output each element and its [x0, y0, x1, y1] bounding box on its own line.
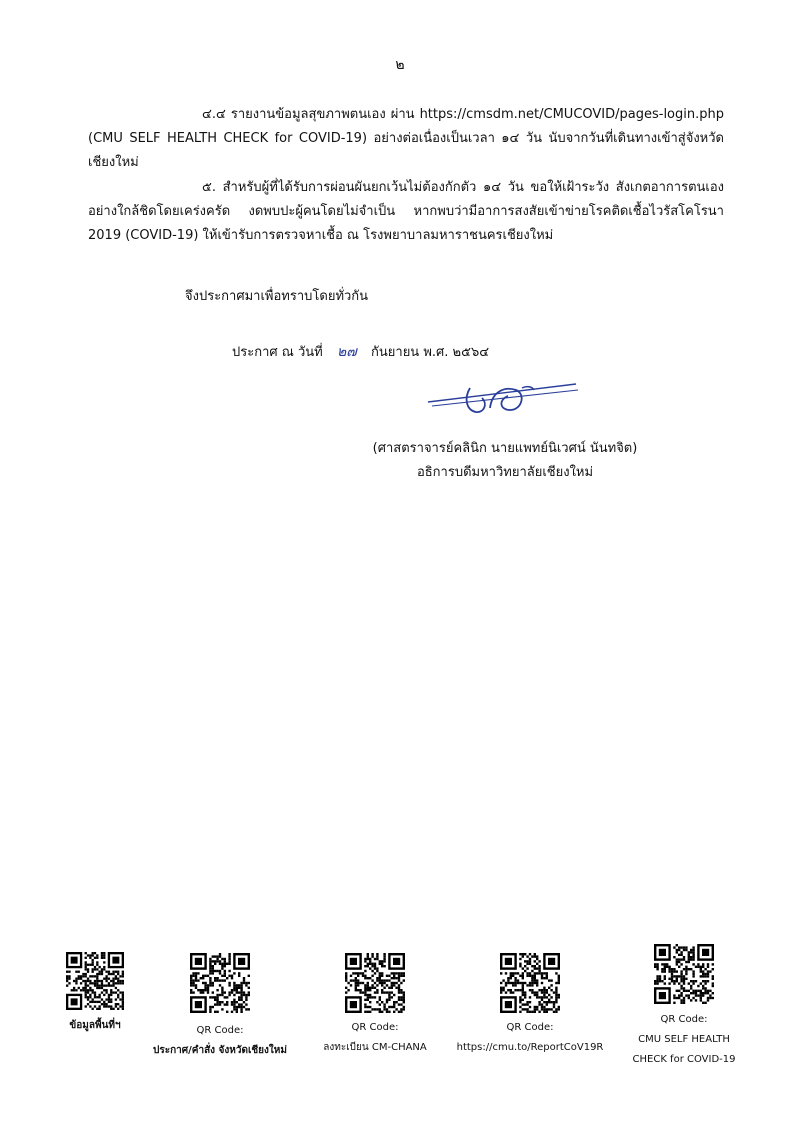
qr-block-area-info	[50, 952, 140, 1036]
qr-code-icon[interactable]	[654, 944, 714, 1004]
qr-caption-line: ข้อมูลพื้นที่ฯ	[69, 1020, 121, 1031]
qr-caption-line: https://cmu.to/ReportCoV19R	[456, 1042, 604, 1053]
page-number: ๒	[395, 57, 405, 73]
qr-code-icon[interactable]	[345, 953, 405, 1013]
announcement-prefix: ประกาศ ณ วันที่	[232, 345, 323, 360]
qr-caption-line: QR Code:	[660, 1014, 708, 1025]
qr-code-icon[interactable]	[190, 953, 250, 1013]
qr-block-report-cov19	[450, 953, 610, 1058]
qr-caption-line: QR Code:	[506, 1022, 554, 1033]
signer-title: อธิการบดีมหาวิทยาลัยเชียงใหม่	[416, 465, 594, 480]
qr-block-cmu-self-health-check	[620, 944, 748, 1070]
qr-caption-line: QR Code:	[351, 1022, 399, 1033]
signature-image	[422, 372, 582, 416]
announcement-month-year: กันยายน พ.ศ. ๒๕๖๔	[371, 345, 490, 360]
signer-name: (ศาสตราจารย์คลินิก นายแพทย์นิเวศน์ นันทจิต)	[372, 441, 638, 456]
qr-block-cm-chana	[315, 953, 435, 1058]
qr-caption-line: ประกาศ/คำสั่ง จังหวัดเชียงใหม่	[153, 1045, 287, 1056]
qr-code-icon[interactable]	[66, 952, 124, 1010]
qr-code-icon[interactable]	[500, 953, 560, 1013]
qr-block-province-announcements	[130, 953, 310, 1061]
qr-caption-line: QR Code:	[196, 1025, 244, 1036]
qr-caption-line: CMU SELF HEALTH	[638, 1034, 730, 1045]
announcement-date-line	[232, 341, 489, 363]
closing-statement: จึงประกาศมาเพื่อทราบโดยทั่วกัน	[185, 289, 369, 304]
qr-caption-line: ลงทะเบียน CM-CHANA	[323, 1042, 427, 1053]
handwritten-day: ๒๗	[336, 344, 357, 360]
qr-caption-line: CHECK for COVID-19	[632, 1054, 736, 1065]
paragraph-item-5: ๕. สำหรับผู้ที่ได้รับการผ่อนผันยกเว้นไม่ต้องกักตัว ๑๔ วัน ขอให้เฝ้าระวัง สังเกตอาการตนเองอย่างใกล้ชิดโดยเคร่งครัด งดพบปะผู้คนโดยไม่จำเป็น หากพบว่ามีอาการสงสัยเข้าข่ายโรคติดเชื้อไวรัสโคโรนา 2019 (COVID-19) ให้เข้ารับการตรวจหาเชื้อ ณ โรงพยาบาลมหาราชนครเชียงใหม่	[88, 180, 725, 243]
paragraph-item-4-4: ๔.๔ รายงานข้อมูลสุขภาพตนเอง ผ่าน https://cmsdm.net/CMUCOVID/pages-login.php (CMU SELF HEALTH CHECK for COVID-19) อย่างต่อเนื่องเป็นเวลา ๑๔ วัน นับจากวันที่เดินทางเข้าสู่จังหวัดเชียงใหม่	[88, 107, 724, 170]
